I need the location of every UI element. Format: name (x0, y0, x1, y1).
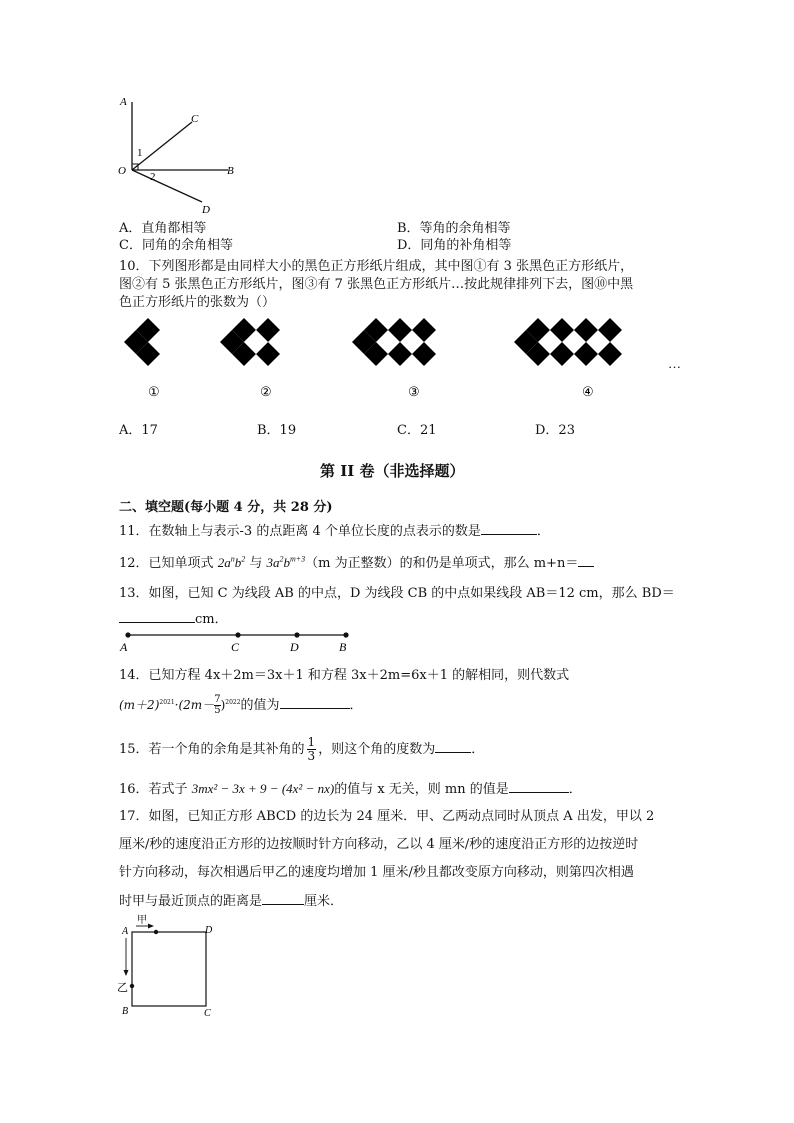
q10-line2: 图②有 5 张黑色正方形纸片，图③有 7 张黑色正方形纸片…按此规律排列下去，图⑩中黑 (119, 277, 634, 292)
q12-m2-base: 3a (266, 555, 280, 570)
point-yi (130, 984, 134, 988)
q14-dot: ·(2m－ (174, 698, 215, 712)
q15-post: ，则这个角的度数为 (318, 742, 436, 757)
q15-frac-num: 1 (307, 735, 316, 749)
fig-label-2: ② (260, 384, 272, 399)
q17-answer-blank[interactable] (262, 892, 304, 905)
q12-m1-base: 2a (217, 555, 231, 570)
label-d: D (202, 204, 210, 214)
q14-exp-b: 2022 (225, 699, 241, 706)
q11 (119, 520, 550, 539)
q14-answer-blank[interactable] (280, 696, 350, 709)
pattern-figure-2 (220, 318, 280, 366)
q14-expr-a: (m＋2) (119, 698, 160, 712)
q12-answer-blank[interactable] (578, 554, 594, 567)
q10-line3: 色正方形纸片的张数为（） (119, 295, 276, 310)
angle-figure (110, 92, 250, 214)
pattern-figure-3 (352, 318, 436, 366)
q15-fraction (307, 736, 317, 763)
q13-line1: 13．如图，已知 C 为线段 AB 的中点，D 为线段 CB 的中点如果线段 AB＝12 cm，那么 BD＝ (119, 586, 675, 601)
q10-option-d: D．23 (535, 423, 575, 438)
arrow-jia-head (148, 924, 154, 929)
fig-label-4: ④ (582, 384, 594, 399)
q12-pre: 12．已知单项式 (119, 556, 218, 571)
q9-option-d: D．同角的补角相等 (397, 238, 512, 253)
q10-option-c: C．21 (397, 423, 437, 438)
sq-label-jia: 甲 (137, 915, 147, 926)
q9-option-b: B．等角的余角相等 (397, 221, 511, 236)
q14-end: ． (349, 698, 363, 713)
q12-m1-exp1: n (230, 554, 235, 564)
q12-m1-exp2: 2 (241, 554, 246, 564)
label-a: A (120, 96, 127, 108)
pattern-figure-4 (514, 318, 622, 366)
point-c (235, 632, 240, 637)
label-angle2: 2 (150, 171, 156, 183)
q12-m2-exp1: 2 (279, 554, 284, 564)
pattern-figure-1 (124, 318, 160, 366)
q13-answer-blank[interactable] (119, 610, 195, 623)
q16-mid: 的值与 x 无关，则 mn 的值是 (334, 782, 509, 797)
q14-frac-den: 5 (214, 705, 221, 716)
q13-line2 (119, 608, 228, 627)
q14-exp-a: 2021 (159, 699, 175, 706)
q11-text: 11．在数轴上与表示-3 的点距离 4 个单位长度的点表示的数是 (119, 524, 481, 539)
q17-line4 (119, 892, 343, 911)
fig-label-3: ③ (408, 384, 420, 399)
q16-expr: 3mx² − 3x + 9 − (4x² − nx) (191, 781, 335, 796)
q12-m2-exp2: m+3 (289, 554, 306, 564)
point-b (343, 632, 348, 637)
square-abcd-figure (116, 912, 226, 1020)
sq-label-yi: 乙 (117, 982, 128, 994)
q15 (119, 736, 484, 763)
q15-answer-blank[interactable] (435, 740, 471, 753)
part2-title: 第 II 卷（非选择题） (320, 462, 465, 480)
q14-tail: 的值为 (240, 698, 280, 713)
q17-line1: 17．如图，已知正方形 ABCD 的边长为 24 厘米．甲、乙两动点同时从顶点 A 出发，甲以 2 (119, 809, 655, 824)
q14-frac-num: 7 (214, 694, 221, 705)
q13-unit: cm． (195, 612, 228, 627)
q10-line1: 10．下列图形都是由同样大小的黑色正方形纸片组成，其中图①有 3 张黑色正方形纸片， (119, 259, 634, 274)
square-abcd (132, 932, 206, 1006)
q14-line1: 14．已知方程 4x＋2m＝3x＋1 和方程 3x＋2m=6x＋1 的解相同，则代数式 (119, 668, 570, 683)
q15-pre: 15．若一个角的余角是其补角的 (119, 742, 305, 757)
q10-option-a: A．17 (119, 423, 158, 438)
q12-and: 与 (245, 556, 267, 571)
q14-fraction (214, 695, 220, 716)
label-c: C (191, 113, 199, 125)
q9-option-a: A．直角都相等 (119, 221, 207, 236)
fig-label-1: ① (148, 384, 160, 399)
q16-answer-blank[interactable] (509, 780, 569, 793)
seg-label-d: D (290, 640, 299, 654)
label-angle1: 1 (137, 147, 143, 159)
q14-line2: $(m+2)^{2021}\cdot(2m-$ $\frac{7}{5}$ )$^{2022}$的值为 ． (119, 694, 363, 716)
q17-unit: 厘米． (304, 894, 344, 909)
arrow-yi-head (124, 970, 129, 976)
q17-line2: 厘米/秒的速度沿正方形的边按顺时针方向移动，乙以 4 厘米/秒的速度沿正方形的边按逆时 (119, 837, 639, 852)
q17-line3: 针方向移动，每次相遇后甲乙的速度均增加 1 厘米/秒且都改变原方向移动，则第四次相遇 (119, 865, 634, 880)
q12-m2-mid: b (283, 555, 290, 570)
q11-answer-blank[interactable] (481, 522, 537, 535)
q15-end: ． (471, 742, 485, 757)
point-d (294, 632, 299, 637)
ray-oc (132, 122, 192, 170)
fig-ellipsis: … (668, 356, 681, 371)
seg-label-b: B (339, 640, 347, 654)
q11-end: ． (536, 524, 550, 539)
sq-label-a: A (122, 926, 129, 937)
point-jia (154, 930, 158, 934)
seg-label-a: A (120, 640, 128, 654)
segment-figure (116, 628, 356, 654)
q17-line4-text: 时甲与最近顶点的距离是 (119, 894, 263, 909)
q16-end: ． (568, 782, 582, 797)
q12-paren: （m 为正整数）的和仍是单项式，那么 m+n＝ (305, 556, 579, 571)
q16 (119, 778, 582, 797)
seg-label-c: C (231, 640, 240, 654)
sq-label-b: B (122, 1006, 129, 1017)
ray-od (132, 170, 202, 202)
q15-frac-den: 3 (307, 749, 316, 763)
point-a (125, 632, 130, 637)
square-pattern-figures (110, 310, 690, 410)
sq-label-c: C (204, 1008, 211, 1019)
section2-heading: 二、填空题(每小题 4 分，共 28 分) (119, 500, 333, 515)
q12 (119, 552, 594, 571)
label-o: O (118, 165, 126, 177)
q9-option-c: C．同角的余角相等 (119, 238, 233, 253)
q10-option-b: B．19 (257, 423, 297, 438)
label-b: B (227, 165, 234, 177)
sq-label-d: D (205, 925, 213, 936)
q12-m1-mid: b (234, 555, 242, 570)
q16-pre: 16．若式子 (119, 782, 192, 797)
